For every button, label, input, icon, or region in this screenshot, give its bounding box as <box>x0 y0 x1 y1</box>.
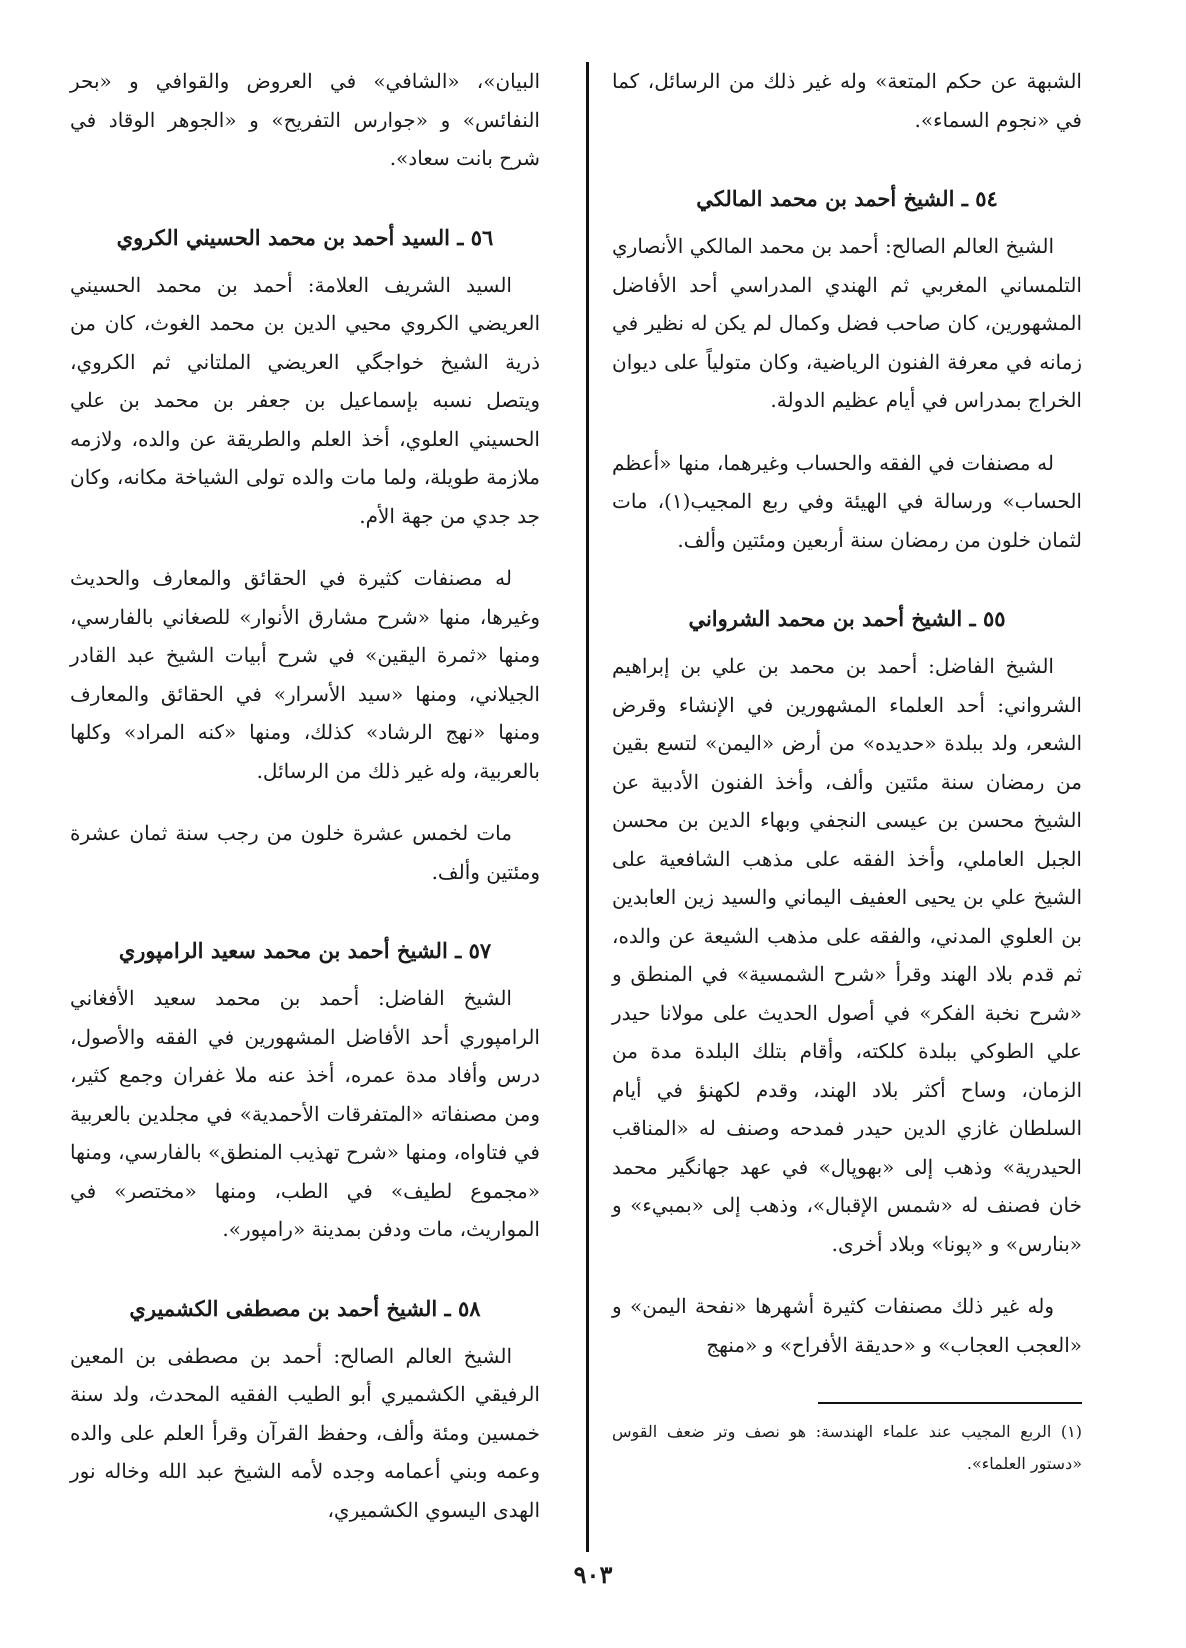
entry-58-paragraph-1: الشيخ العالم الصالح: أحمد بن مصطفى بن المعين الرفيقي الكشميري أبو الطيب الفقيه المحدث، ولد سنة خمسين ومئة وألف، وحفظ القرآن وقرأ العلم على والده وعمه وبني أعمامه وجده لأمه الشيخ عبد الله وخاله نور الهدى اليسوي الكشميري، <box>70 1343 540 1522</box>
intro-text-left: البيان»، «الشافي» في العروض والقوافي و «بحر النفائس» و «جوارس التفريح» و «الجوهر الوقاد في شرح بانت سعاد». <box>70 69 540 170</box>
entry-54-heading: ٥٤ ـ الشيخ أحمد بن محمد المالكي <box>696 186 998 211</box>
entry-57-heading: ٥٧ ـ الشيخ أحمد بن محمد سعيد الرامپوري <box>118 938 492 963</box>
right-column <box>612 62 1082 1388</box>
entry-55-heading: ٥٥ ـ الشيخ أحمد بن محمد الشرواني <box>688 606 1006 631</box>
page-number: ٩٠٣ <box>573 1560 613 1589</box>
footnote-rule <box>818 1402 1082 1404</box>
entry-56-paragraph-1: السيد الشريف العلامة: أحمد بن محمد الحسيني العريضي الكروي محيي الدين بن محمد الغوث، كان من ذرية الشيخ خواجگي العريضي الملتاني ثم الكروي، ويتصل نسبه بإسماعيل بن جعفر بن محمد بن علي الحسيني العلوي، أخذ العلم والطريقة عن والده، ولازمه ملازمة طويلة، ولما مات والده تولى الشياخة مكانه، وكان جد جدي من جهة الأم. <box>70 272 540 528</box>
entry-54-paragraph-1: الشيخ العالم الصالح: أحمد بن محمد المالكي الأنصاري التلمساني المغربي ثم الهندي المدراسي أحد الأفاضل المشهورين، كان صاحب فضل وكمال لم يكن له نظير في زمانه في معرفة الفنون الرياضية، وكان متولياً على ديوان الخراج بمدراس في أيام عظيم الدولة. <box>612 234 1082 412</box>
footnote: (١) الربع المجيب عند علماء الهندسة: هو نصف وتر ضعف القوس «دستور العلماء». <box>612 1422 1082 1473</box>
left-column <box>70 62 540 1553</box>
intro-text-right: الشبهة عن حكم المتعة» وله غير ذلك من الرسائل، كما في «نجوم السماء». <box>612 69 1082 132</box>
entry-56-paragraph-3: مات لخمس عشرة خلون من رجب سنة ثمان عشرة ومئتين وألف. <box>70 821 540 884</box>
entry-55-paragraph-2: وله غير ذلك مصنفات كثيرة أشهرها «نفحة اليمن» و «العجب العجاب» و «حديقة الأفراح» و «منهج <box>612 1294 1082 1357</box>
column-divider <box>586 62 589 1552</box>
entry-58-heading: ٥٨ ـ الشيخ أحمد بن مصطفى الكشميري <box>129 1295 481 1321</box>
entry-57-paragraph-1: الشيخ الفاضل: أحمد بن محمد سعيد الأفغاني الرامپوري أحد الأفاضل المشهورين في الفقه والأصول، درس وأفاد مدة عمره، أخذ عنه ملا غفران وجمع كثير، ومن مصنفاته «المتفرقات الأحمدية» في مجلدين بالعربية في فتاواه، ومنها «شرح تهذيب المنطق» بالفارسي، ومنها «مجموع لطيف» في الطب، ومنها «مختصر» في المواريث، مات ودفن بمدينة «رامپور». <box>70 986 541 1241</box>
entry-56-paragraph-2: له مصنفات كثيرة في الحقائق والمعارف والحديث وغيرها، منها «شرح مشارق الأنوار» للصغاني بالفارسي، ومنها «ثمرة اليقين» في شرح أبيات الشيخ عبد القادر الجيلاني، ومنها «سيد الأسرار» في الحقائق والمعارف ومنها «نهج الرشاد» كذلك، ومنها «كنه المراد» وكلها بالعربية، وله غير ذلك من الرسائل. <box>70 566 540 783</box>
entry-54-paragraph-2: له مصنفات في الفقه والحساب وغيرهما، منها «أعظم الحساب» ورسالة في الهيئة وفي ربع المجيب(١)، مات لثمان خلون من رمضان سنة أربعين ومئتين وألف. <box>612 450 1082 552</box>
entry-56-heading: ٥٦ ـ السيد أحمد بن محمد الحسيني الكروي <box>116 224 494 250</box>
entry-55-paragraph-1: الشيخ الفاضل: أحمد بن محمد بن علي بن إبراهيم الشرواني: أحد العلماء المشهورين في الإنشاء وقرض الشعر، ولد ببلدة «حديده» من أرض «اليمن» لتسع بقين من رمضان سنة مئتين وألف، وأخذ الفنون الأدبية عن الشيخ محسن بن عيسى النجفي وبهاء الدين بن محسن الجبل العاملي، وأخذ الفقه على مذهب الشافعية على الشيخ علي بن يحيى العفيف اليماني والسيد زين العابدين بن العلوي المدني، والفقه على مذهب الشيعة عن والده، ثم قدم بلاد الهند وقرأ «شرح الشمسية» في المنطق و «شرح نخبة الفكر» في أصول الحديث على مولانا حيدر علي الطوكي ببلدة كلكته، وأقام بتلك البلدة مدة من الزمان، وساح أكثر بلاد الهند، وقدم لكهنؤ في أيام السلطان غازي الدين حيدر فمدحه وصنف له «المناقب الحيدرية» وذهب إلى «بهوپال» في عهد جهانگير محمد خان فصنف له «شمس الإقبال»، وذهب إلى «بمبيء» و «بنارس» و «پونا» وبلاد أخرى. <box>612 654 1082 1256</box>
